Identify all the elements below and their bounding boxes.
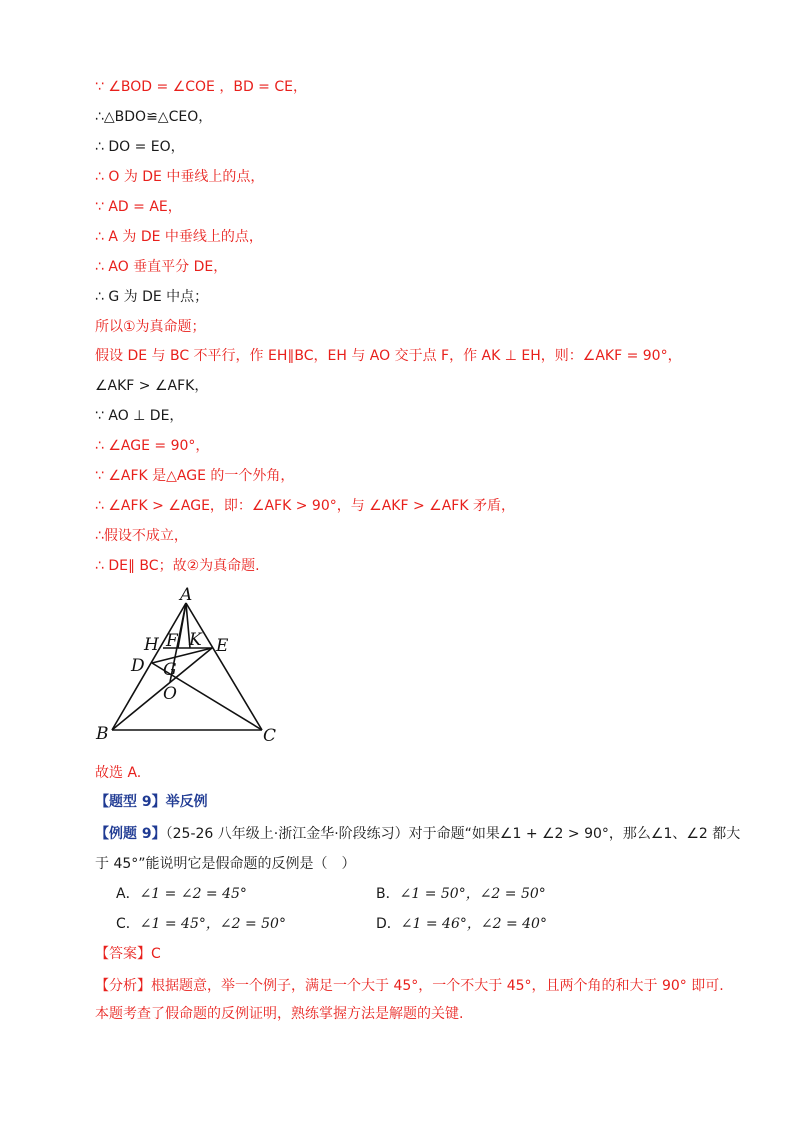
example-line-1 — [95, 824, 740, 844]
answer-value: C — [151, 946, 161, 962]
option-b[interactable] — [376, 884, 546, 904]
option-b-text: ∠1 = 50°，∠2 = 50° — [399, 886, 546, 902]
proof-line: ∴ DO = EO， — [95, 139, 185, 155]
label-d: D — [131, 656, 145, 676]
example-line-2: 于 45°”能说明它是假命题的反例是（ ） — [95, 856, 356, 872]
label-f: F — [166, 631, 178, 651]
label-k: K — [189, 630, 202, 650]
label-o: O — [163, 684, 177, 704]
proof-line: ∴ A 为 DE 中垂线上的点， — [95, 229, 263, 245]
label-g: G — [163, 660, 177, 680]
proof-line: ∴假设不成立， — [95, 528, 188, 544]
proof-line: ∠AKF > ∠AFK， — [95, 378, 209, 394]
option-c[interactable] — [116, 914, 286, 934]
section-heading — [95, 792, 740, 812]
proof-line: 假设 DE 与 BC 不平行，作 EH∥BC，EH 与 AO 交于点 F，作 AK ⊥ EH，则：∠AKF = 90°， — [95, 348, 682, 364]
option-c-text: ∠1 = 45°，∠2 = 50° — [139, 916, 286, 932]
proof-line: ∴△BDO≌△CEO， — [95, 109, 213, 125]
segment-be — [112, 648, 212, 730]
option-b-letter: B． — [376, 886, 400, 902]
option-a-text: ∠1 = ∠2 = 45° — [139, 886, 247, 902]
option-c-letter: C． — [116, 916, 140, 932]
label-b: B — [96, 724, 109, 744]
section-title: 举反例 — [165, 794, 208, 810]
analysis-text-1: 根据题意，举一个例子，满足一个大于 45°，一个不大于 45°，且两个角的和大于 90° 即可. — [151, 978, 724, 994]
option-d-text: ∠1 = 46°，∠2 = 40° — [400, 916, 547, 932]
label-h: H — [144, 635, 159, 655]
proof-line: ∴ AO 垂直平分 DE， — [95, 259, 228, 275]
segment-ac — [186, 603, 262, 730]
analysis-line-1 — [95, 976, 740, 996]
option-d[interactable] — [376, 914, 547, 934]
proof-line: ∴ G 为 DE 中点； — [95, 289, 209, 305]
label-c: C — [263, 726, 277, 746]
segment-cd — [152, 663, 262, 730]
section-bracket: 【题型 9】 — [95, 794, 166, 810]
answer-choice: 故选 A. — [95, 765, 142, 781]
proof-line: ∵ ∠BOD = ∠COE ，BD = CE， — [95, 79, 307, 95]
proof-line: ∴ O 为 DE 中垂线上的点， — [95, 169, 265, 185]
segment-ak — [186, 603, 190, 648]
proof-line: ∵ AD = AE， — [95, 199, 182, 215]
proof-line: ∵ ∠AFK 是△AGE 的一个外角， — [95, 468, 295, 484]
segment-ao — [170, 603, 186, 682]
example-tag: 【例题 9】 — [95, 826, 166, 842]
segment-de — [152, 648, 212, 663]
option-d-letter: D． — [376, 916, 401, 932]
proof-line: 所以①为真命题； — [95, 319, 206, 335]
proof-line: ∵ AO ⊥ DE， — [95, 408, 184, 424]
segment-ab — [112, 603, 186, 730]
option-a-letter: A． — [116, 886, 140, 902]
example-text-1: （25-26 八年级上·浙江金华·阶段练习）对于命题“如果∠1 + ∠2 > 90°，那么∠1、∠2 都大 — [165, 826, 741, 842]
answer-label: 【答案】 — [95, 946, 151, 962]
proof-line: ∴ ∠AGE = 90°， — [95, 438, 210, 454]
option-a[interactable] — [116, 884, 247, 904]
proof-line: ∴ ∠AFK > ∠AGE，即：∠AFK > 90°，与 ∠AKF > ∠AFK 矛盾， — [95, 498, 515, 514]
answer-line — [95, 944, 740, 964]
proof-line: ∴ DE∥ BC；故②为真命题. — [95, 558, 260, 574]
segment-af — [178, 603, 186, 648]
label-e: E — [216, 636, 229, 656]
label-a: A — [180, 585, 193, 605]
analysis-line-2: 本题考查了假命题的反例证明，熟练掌握方法是解题的关键. — [95, 1006, 464, 1022]
analysis-label: 【分析】 — [95, 978, 151, 994]
